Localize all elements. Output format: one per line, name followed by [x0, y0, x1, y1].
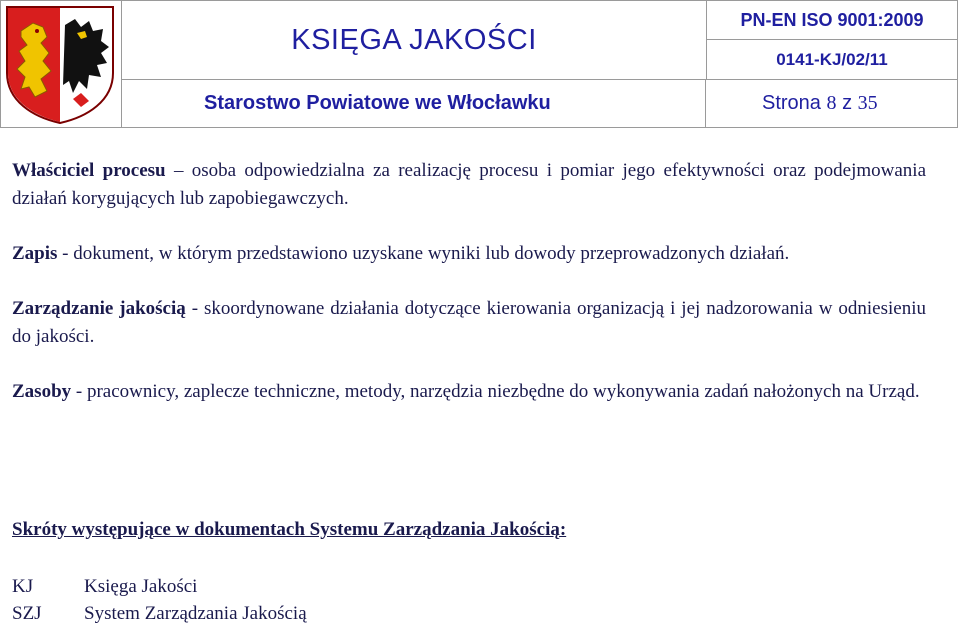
page-current: 8	[826, 92, 837, 114]
title-cell	[122, 1, 707, 80]
document-header	[0, 0, 958, 128]
document-title: KSIĘGA JAKOŚCI	[291, 23, 537, 56]
definition-item	[12, 295, 926, 351]
definition-term: Zasoby	[12, 381, 72, 402]
definition-item	[12, 240, 926, 268]
definition-item	[12, 378, 926, 406]
definition-term: Zarządzanie jakością	[12, 298, 186, 319]
abbreviation-code: SZJ	[12, 603, 42, 624]
abbreviation-code: KJ	[12, 576, 34, 597]
abbreviation-row	[12, 603, 307, 625]
page-label: Strona	[762, 92, 821, 114]
definitions-list	[12, 157, 926, 406]
abbreviation-meaning: System Zarządzania Jakością	[84, 603, 307, 624]
page-total: 35	[857, 92, 878, 114]
page-separator: z	[842, 92, 853, 114]
definition-text: - skoordynowane działania dotyczące kierowania organizacją i jej nadzorowania w odniesieniu do jakości.	[12, 298, 926, 347]
abbreviations-heading: Skróty występujące w dokumentach Systemu Zarządzania Jakością:	[12, 519, 567, 540]
definition-item	[12, 157, 926, 213]
page-indicator	[707, 80, 957, 127]
abbreviation-row	[12, 576, 197, 598]
definition-text: - dokument, w którym przedstawiono uzyskane wyniki lub dowody przeprowadzonych działań.	[57, 243, 790, 264]
definition-term: Właściciel procesu	[12, 160, 166, 181]
logo-cell	[1, 1, 122, 127]
abbreviation-meaning: Księga Jakości	[84, 576, 198, 597]
definition-text: - pracownicy, zaplecze techniczne, metody, narzędzia niezbędne do wykonywania zadań nałożonych na Urząd.	[71, 381, 920, 402]
document-code: 0141-KJ/02/11	[707, 40, 957, 80]
standard-label: PN-EN ISO 9001:2009	[707, 1, 957, 40]
definition-text: – osoba odpowiedzialna za realizację procesu i pomiar jego efektywności oraz podejmowania działań korygujących lub zapobiegawczych.	[12, 160, 926, 209]
coat-of-arms-icon	[3, 3, 117, 125]
organization-name: Starostwo Powiatowe we Włocławku	[122, 80, 706, 127]
definition-term: Zapis	[12, 243, 58, 264]
